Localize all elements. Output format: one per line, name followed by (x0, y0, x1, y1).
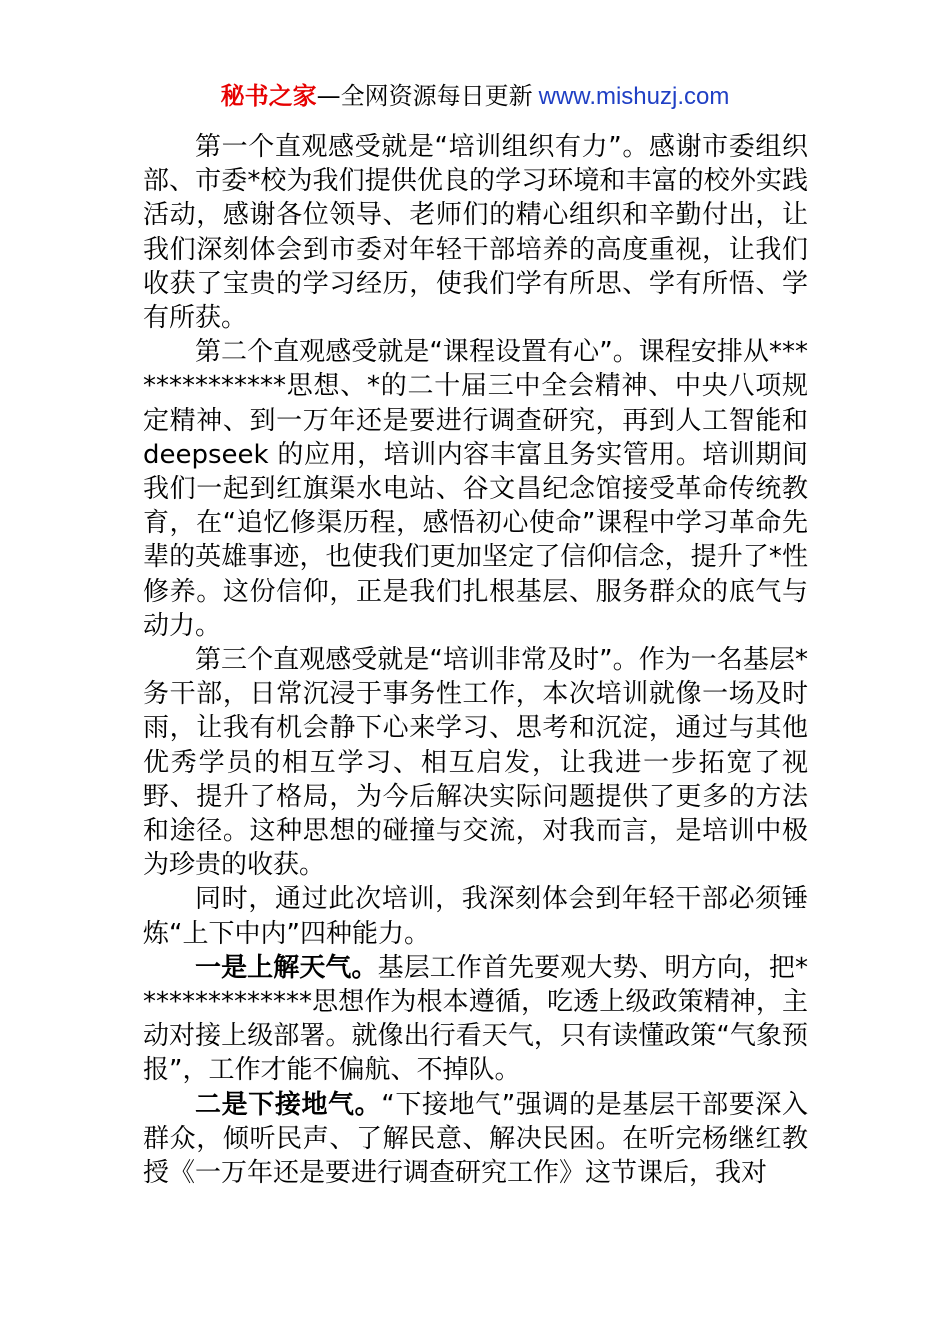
paragraph-5 (143, 951, 808, 1088)
paragraph-text: “下接地气”强调的是基层干部要深入群众，倾听民声、了解民意、解决民困。在听完杨继红教授《一万年还是要进行调查研究工作》这节课后，我对 (143, 1089, 808, 1189)
site-url-link[interactable]: www.mishuzj.com (538, 83, 730, 110)
site-header (0, 80, 950, 113)
paragraph-text: 第一个直观感受就是“培训组织有力”。感谢市委组织部、市委*校为我们提供优良的学习环境和丰富的校外实践活动，感谢各位领导、老师们的精心组织和辛勤付出，让我们深刻体会到市委对年轻干部培养的高度重视，让我们收获了宝贵的学习经历，使我们学有所思、学有所悟、学有所获。 (143, 132, 808, 334)
paragraph-text: 第三个直观感受就是“培训非常及时”。作为一名基层*务干部，日常沉浸于事务性工作，本次培训就像一场及时雨，让我有机会静下心来学习、思考和沉淀，通过与其他优秀学员的相互学习、相互启发，让我进一步拓宽了视野、提升了格局，为今后解决实际问题提供了更多的方法和途径。这种思想的碰撞与交流，对我而言，是培训中极为珍贵的收获。 (143, 645, 808, 881)
paragraph-6 (143, 1088, 808, 1191)
paragraph-text: 第二个直观感受就是“课程设置有心”。课程安排从**************思想、*的二十届三中全会精神、中央八项规定精神、到一万年还是要进行调查研究，再到人工智能和 deepseek 的应用，培训内容丰富且务实管用。培训期间我们一起到红旗渠水电站、谷文昌纪念馆接受革命传统教育，在“追忆修渠历程，感悟初心使命”课程中学习革命先辈的英雄事迹，也使我们更加坚定了信仰信念，提升了*性修养。这份信仰，正是我们扎根基层、服务群众的底气与动力。 (143, 337, 808, 641)
header-slogan: —全网资源每日更新 (316, 82, 533, 110)
paragraph-4 (143, 882, 808, 950)
paragraph-text: 同时，通过此次培训，我深刻体会到年轻干部必须锤炼“上下中内”四种能力。 (143, 884, 808, 949)
paragraph-text: 基层工作首先要观大势、明方向，把**************思想作为根本遵循，吃透上级政策精神，主动对接上级部署。就像出行看天气，只有读懂政策“气象预报”，工作才能不偏航、不掉队。 (143, 952, 808, 1086)
paragraph-2 (143, 335, 808, 643)
brand-name: 秘书之家 (220, 82, 317, 110)
paragraph-lead: 一是上解天气。 (195, 952, 378, 983)
paragraph-1 (143, 130, 808, 335)
document-body (143, 130, 808, 1190)
paragraph-lead: 二是下接地气。 (195, 1089, 382, 1120)
paragraph-3 (143, 643, 808, 882)
